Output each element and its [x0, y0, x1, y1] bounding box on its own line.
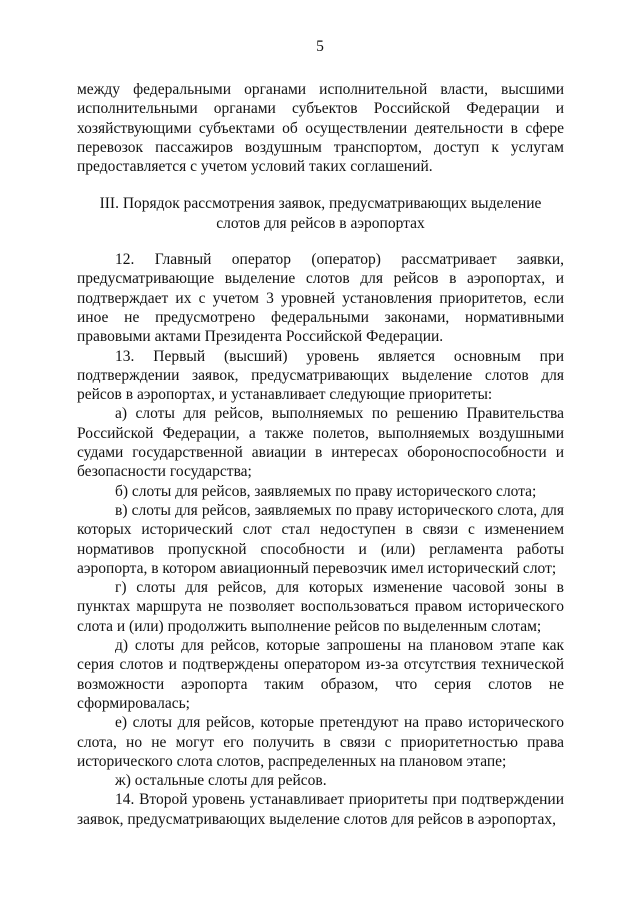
document-body: [77, 80, 564, 829]
list-item-b: б) слоты для рейсов, заявляемых по праву исторического слота;: [115, 482, 537, 500]
list-item-v: в) слоты для рейсов, заявляемых по праву исторического слота, для которых исторический слот стал недоступен в связи с изменением нормативов пропускной способности и (или) регламента работы аэропорта, в котором авиационный перевозчик имел исторический слот;: [77, 501, 564, 577]
paragraph-14: 14. Второй уровень устанавливает приоритеты при подтверждении заявок, предусматривающих выделение слотов для рейсов в аэропортах,: [77, 791, 564, 828]
list-item-a: а) слоты для рейсов, выполняемых по решению Правительства Российской Федерации, а также полетов, выполняемых воздушными судами государственной авиации в интересах обороноспособности и безопасности государства;: [77, 405, 564, 481]
paragraph-13: 13. Первый (высший) уровень является основным при подтверждении заявок, предусматривающих выделение слотов для рейсов в аэропортах, и устанавливает следующие приоритеты:: [77, 347, 564, 404]
section-heading: III. Порядок рассмотрения заявок, предусматривающих выделение слотов для рейсов в аэропортах: [99, 195, 542, 232]
list-item-d: д) слоты для рейсов, которые запрошены на плановом этапе как серия слотов и подтверждены оператором из-за отсутствия технической возможности аэропорта таким образом, что серия слотов не сформировалась;: [77, 637, 564, 712]
list-item-zh: ж) остальные слоты для рейсов.: [115, 772, 327, 790]
list-item-g: г) слоты для рейсов, для которых изменение часовой зоны в пунктах маршрута не позволяет воспользоваться правом исторического слота и (или) продолжить выполнение рейсов по выделенным слотам;: [77, 579, 564, 635]
page-number: 5: [316, 38, 324, 55]
list-item-e: е) слоты для рейсов, которые претендуют на право исторического слота, но не могут его получить в связи с приоритетностью права исторического слота слотов, распределенных на плановом этапе;: [77, 714, 564, 770]
paragraph-12: 12. Главный оператор (оператор) рассматривает заявки, предусматривающие выделение слотов для рейсов в аэропортах, и подтверждает их с учетом 3 уровней установления приоритетов, если иное не предусмотрено федеральными законами, нормативными правовыми актами Президента Российской Федерации.: [77, 251, 564, 346]
paragraph-continuation: между федеральными органами исполнительной власти, высшими исполнительными органами субъектов Российской Федерации и хозяйствующими субъектами об осуществлении деятельности в сфере перевозок пассажиров воздушным транспортом, доступ к услугам предоставляется с учетом условий таких соглашений.: [77, 81, 564, 176]
